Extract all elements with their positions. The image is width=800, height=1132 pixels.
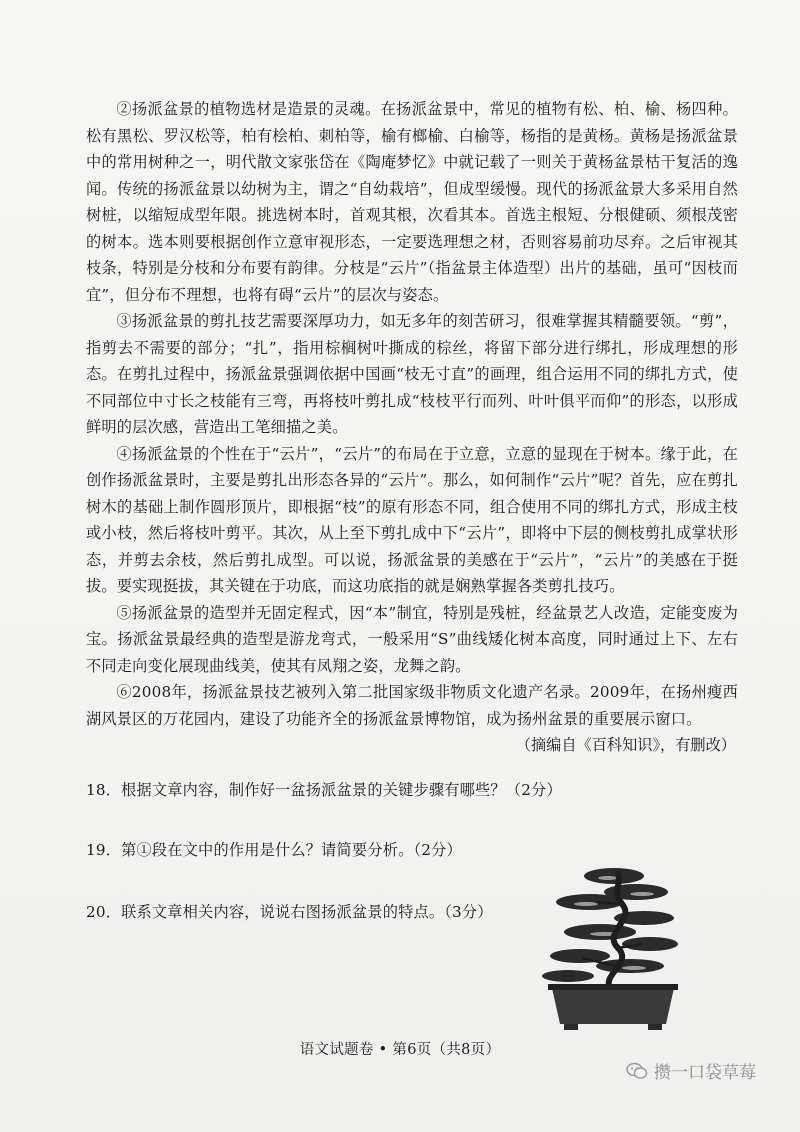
article-source: （摘编自《百科知识》，有删改） — [515, 736, 736, 754]
paragraph-4: ④扬派盆景的个性在于“云片”，“云片”的布局在于立意，立意的显现在于树本。缘于此，在创作扬派盆景时，主要是剪扎出形态各异的“云片”。那么，如何制作“云片”呢？首先，应在剪扎树木的基础上制作圆形顶片，即根据“枝”的原有形态不同，组合使用不同的绑扎方式，形成主枝或小枝，然后将枝叶剪平。其次，从上至下剪扎成中下“云片”，即将中下层的侧枝剪扎成掌状形态，并剪去余枝，然后剪扎成型。可以说，扬派盆景的美感在于“云片”，“云片”的美感在于挺拔。要实现挺拔，其关键在于功底，而这功底指的就是娴熟掌握各类剪扎技巧。 — [86, 444, 738, 595]
article-body — [86, 96, 738, 759]
paragraph-5: ⑤扬派盆景的造型并无固定程式，因“本”制宜，特别是残桩，经盆景艺人改造，定能变废为宝。扬派盆景最经典的造型是游龙弯式，一般采用“S”曲线矮化树本高度，同时通过上下、左右不同走向变化展现曲线美，使其有凤翔之姿，龙舞之韵。 — [86, 603, 738, 675]
bonsai-illustration — [538, 866, 688, 1034]
question-19: 19．第①段在文中的作用是什么？请简要分析。（2分） — [86, 841, 462, 859]
question-18: 18．根据文章内容，制作好一盆扬派盆景的关键步骤有哪些？（2分） — [86, 781, 562, 799]
paragraph-2: ②扬派盆景的植物选材是造景的灵魂。在扬派盆景中，常见的植物有松、柏、榆、杨四种。松有黑松、罗汉松等，柏有桧柏、刺柏等，榆有榔榆、白榆等，杨指的是黄杨。黄杨是扬派盆景中的常用树种之一，明代散文家张岱在《陶庵梦忆》中就记载了一则关于黄杨盆景枯干复活的逸闻。传统的扬派盆景以幼树为主，谓之“自幼栽培”，但成型缓慢。现代的扬派盆景大多采用自然树桩，以缩短成型年限。挑选树本时，首观其根，次看其本。首选主根短、分根健硕、须根茂密的树本。选本则要根据创作立意审视形态，一定要选理想之材，否则容易前功尽弃。之后审视其枝条，特别是分枝和分布要有韵律。分枝是“云片”（指盆景主体造型）出片的基础，虽可“因枝而宜”，但分布不理想，也将有碍“云片”的层次与姿态。 — [86, 100, 738, 304]
paragraph-3: ③扬派盆景的剪扎技艺需要深厚功力，如无多年的刻苦研习，很难掌握其精髓要领。“剪”，指剪去不需要的部分；“扎”，指用棕榈树叶撕成的棕丝，将留下部分进行绑扎，形成理想的形态。在剪扎过程中，扬派盆景强调依据中国画“枝无寸直”的画理，组合运用不同的绑扎方式，使不同部位中寸长之枝能有三弯，再将枝叶剪扎成“枝枝平行而列、叶叶俱平而仰”的形态，以形成鲜明的层次感，营造出工笔细描之美。 — [86, 312, 738, 436]
paragraph-6: ⑥2008年，扬派盆景技艺被列入第二批国家级非物质文化遗产名录。2009年，在扬州瘦西湖风景区的万花园内，建设了功能齐全的扬派盆景博物馆，成为扬州盆景的重要展示窗口。 — [86, 683, 738, 728]
question-20: 20．联系文章相关内容，说说右图扬派盆景的特点。（3分） — [86, 903, 493, 921]
watermark-text: 攒一口袋草莓 — [654, 1063, 756, 1083]
wechat-icon — [626, 1062, 648, 1080]
watermark — [626, 1058, 756, 1083]
page-footer: 语文试题卷 • 第6页（共8页） — [299, 1042, 501, 1058]
